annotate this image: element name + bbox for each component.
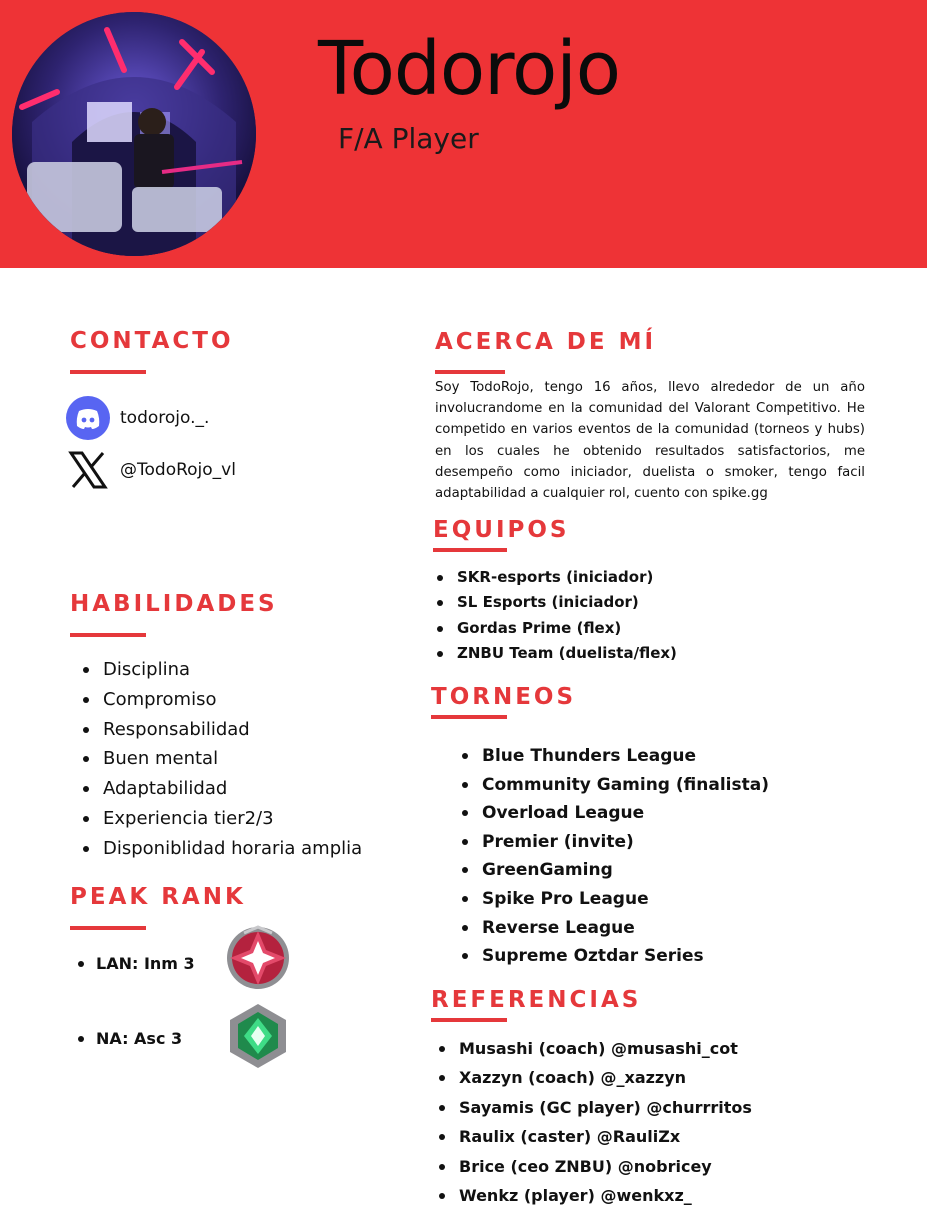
peak-rank-title: PEAK RANK [70, 884, 246, 910]
peak-rank-underline [70, 926, 146, 930]
teams-title: EQUIPOS [433, 517, 570, 543]
x-twitter-icon [68, 450, 108, 490]
list-item: Buen mental [103, 744, 362, 774]
rank-row-na [74, 1029, 182, 1048]
references-list [459, 1034, 752, 1210]
list-item: Disciplina [103, 655, 362, 685]
about-text: Soy TodoRojo, tengo 16 años, llevo alrededor de un año involucrandome en la comunidad del Valorant Competitivo. He competido en varios eventos de la comunidad (torneos y hubs) en los cuales he obtenido resultados satisfactorios, me desempeño como iniciador, duelista o smoker, tengo facil adaptabilidad a cualquier rol, cuento con spike.gg [435, 380, 865, 502]
list-item: Blue Thunders League [482, 742, 769, 771]
list-item: Premier (invite) [482, 828, 769, 857]
rank-label-na: NA: Asc 3 [74, 1029, 182, 1048]
list-item: Spike Pro League [482, 885, 769, 914]
list-item: Community Gaming (finalista) [482, 771, 769, 800]
list-item: Reverse League [482, 914, 769, 943]
list-item: Overload League [482, 799, 769, 828]
list-item: Musashi (coach) @musashi_cot [459, 1034, 752, 1063]
contact-title: CONTACTO [70, 328, 234, 354]
about-underline [435, 370, 505, 374]
list-item: ZNBU Team (duelista/flex) [457, 641, 677, 666]
player-name: Todorojo [318, 26, 621, 112]
skills-title: HABILIDADES [70, 591, 278, 617]
contact-underline [70, 370, 146, 374]
rank-row-lan [74, 954, 195, 973]
discord-icon [66, 396, 110, 440]
tournaments-underline [431, 715, 507, 719]
ascendant-rank-icon [224, 1000, 292, 1072]
about-title: ACERCA DE MÍ [435, 329, 657, 355]
list-item: Gordas Prime (flex) [457, 616, 677, 641]
contact-x[interactable] [68, 450, 236, 490]
skills-underline [70, 633, 146, 637]
skills-list [103, 655, 362, 864]
list-item: Sayamis (GC player) @churrritos [459, 1093, 752, 1122]
rank-label-lan: LAN: Inm 3 [74, 954, 195, 973]
immortal-rank-icon [222, 923, 294, 993]
x-handle: @TodoRojo_vl [120, 460, 236, 480]
teams-list [457, 565, 677, 666]
references-title: REFERENCIAS [431, 987, 642, 1013]
contact-discord[interactable] [66, 396, 209, 440]
tournaments-title: TORNEOS [431, 684, 577, 710]
list-item: Xazzyn (coach) @_xazzyn [459, 1063, 752, 1092]
list-item: Supreme Oztdar Series [482, 942, 769, 971]
profile-photo [12, 12, 256, 256]
discord-handle: todorojo._. [120, 408, 210, 428]
list-item: Responsabilidad [103, 715, 362, 745]
list-item: Experiencia tier2/3 [103, 804, 362, 834]
player-role: F/A Player [338, 122, 479, 155]
list-item: Brice (ceo ZNBU) @nobricey [459, 1152, 752, 1181]
list-item: Compromiso [103, 685, 362, 715]
list-item: Adaptabilidad [103, 774, 362, 804]
list-item: Disponiblidad horaria amplia [103, 834, 362, 864]
teams-underline [433, 548, 507, 552]
header-banner [0, 0, 927, 268]
list-item: Raulix (caster) @RauliZx [459, 1122, 752, 1151]
list-item: Wenkz (player) @wenkxz_ [459, 1181, 752, 1210]
references-underline [431, 1018, 507, 1022]
list-item: SKR-esports (iniciador) [457, 565, 677, 590]
list-item: SL Esports (iniciador) [457, 590, 677, 615]
list-item: GreenGaming [482, 856, 769, 885]
tournaments-list [482, 742, 769, 971]
